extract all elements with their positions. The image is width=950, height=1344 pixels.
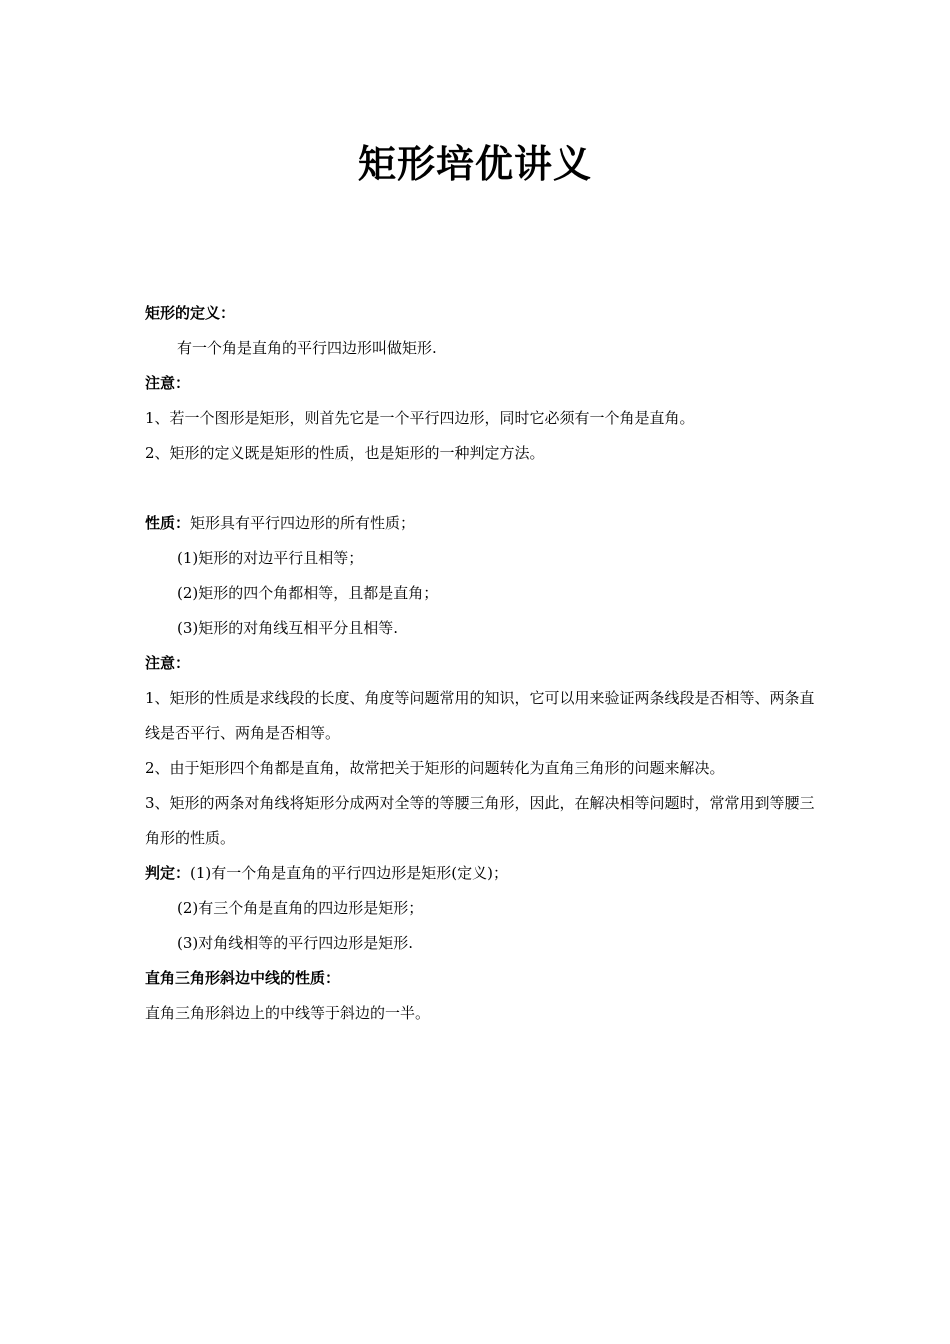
page-title: 矩形培优讲义	[357, 142, 592, 186]
property-item-3: (3)矩形的对角线互相平分且相等.	[177, 619, 399, 637]
note2-item-1: 1、矩形的性质是求线段的长度、角度等问题常用的知识，它可以用来验证两条线段是否相等、两条直线是否平行、两角是否相等。	[145, 689, 815, 742]
properties-intro: 矩形具有平行四边形的所有性质；	[190, 514, 416, 532]
section-spacer	[145, 471, 825, 506]
definition-heading: 矩形的定义：	[145, 304, 236, 322]
note2-item-2: 2、由于矩形四个角都是直角，故常把关于矩形的问题转化为直角三角形的问题来解决。	[145, 759, 725, 777]
note2-item-3: 3、矩形的两条对角线将矩形分成两对全等的等腰三角形，因此，在解决相等问题时，常常用到等腰三角形的性质。	[145, 794, 815, 847]
criteria-item-3: (3)对角线相等的平行四边形是矩形.	[177, 934, 414, 952]
note1-item-1: 1、若一个图形是矩形，则首先它是一个平行四边形，同时它必须有一个角是直角。	[145, 409, 695, 427]
criteria-line	[145, 856, 825, 891]
criteria-item-2: (2)有三个角是直角的四边形是矩形；	[177, 899, 424, 917]
properties-heading: 性质：	[145, 514, 191, 532]
hypotenuse-text: 直角三角形斜边上的中线等于斜边的一半。	[145, 1004, 431, 1022]
definition-text: 有一个角是直角的平行四边形叫做矩形.	[177, 339, 437, 357]
criteria-item-1: (1)有一个角是直角的平行四边形是矩形(定义)；	[190, 864, 508, 882]
note1-item-2: 2、矩形的定义既是矩形的性质，也是矩形的一种判定方法。	[145, 444, 545, 462]
property-item-1: (1)矩形的对边平行且相等；	[177, 549, 364, 567]
properties-line	[145, 506, 825, 541]
note2-heading: 注意：	[145, 654, 191, 672]
note1-heading: 注意：	[145, 374, 191, 392]
criteria-heading: 判定：	[145, 864, 191, 882]
hypotenuse-heading: 直角三角形斜边中线的性质：	[145, 969, 341, 987]
document-body	[145, 296, 825, 1031]
property-item-2: (2)矩形的四个角都相等，且都是直角；	[177, 584, 439, 602]
